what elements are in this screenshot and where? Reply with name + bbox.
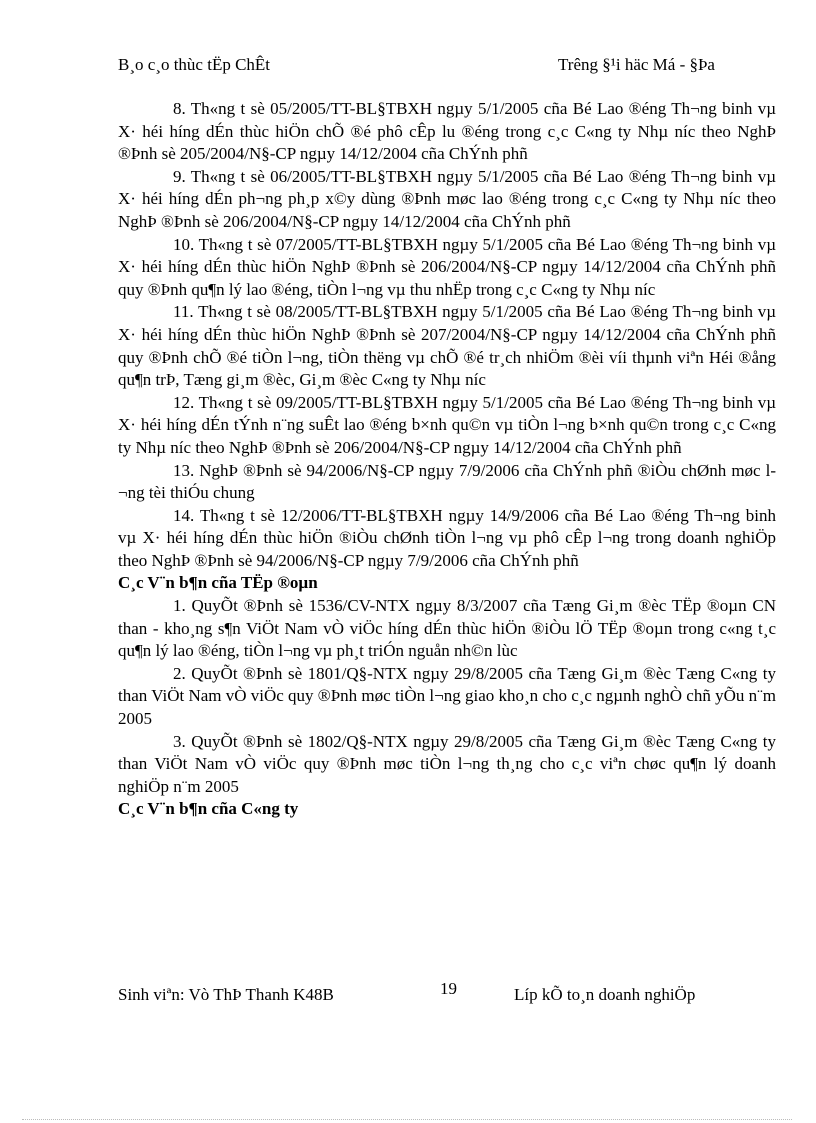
page-body: [118, 98, 776, 821]
header-university-name: Trêng §¹i häc Má - §Þa: [558, 55, 715, 74]
section-heading-group-documents: C¸c V¨n b¶n cña TËp ®oµn: [118, 573, 318, 593]
footer-class-name: Líp kÕ to¸n doanh nghiÖp: [514, 985, 696, 1004]
list-item: 10. Th«ng t sè 07/2005/TT-BL§TBXH ngµy 5/1/2005 cña Bé Lao ®éng Th¬ng binh vµ X· héi híng dÉn thùc hiÖn NghÞ ®Þnh sè 206/2004/N§-CP ngµy 14/12/2004 cña ChÝnh phñ quy ®Þnh qu¶n lý lao ®éng, tiÒn l¬ng vµ thu nhËp trong c¸c C«ng ty Nhµ níc: [118, 234, 776, 299]
list-item: 1. QuyÕt ®Þnh sè 1536/CV-NTX ngµy 8/3/2007 cña Tæng Gi¸m ®èc TËp ®oµn CN than - kho¸ng s¶n ViÖt Nam vÒ viÖc híng dÉn thùc hiÖn ®iÒu lÖ TËp ®oµn trong c«ng t¸c qu¶n lý lao ®éng, tiÒn l¬ng vµ ph¸t triÓn nguån nh©n lùc: [118, 596, 776, 661]
page-bottom-divider: [22, 1119, 792, 1120]
list-item: 12. Th«ng t sè 09/2005/TT-BL§TBXH ngµy 5/1/2005 cña Bé Lao ®éng Th¬ng binh vµ X· héi híng dÉn tÝnh n¨ng suÊt lao ®éng b×nh qu©n vµ tiÒn l¬ng b×nh qu©n trong c¸c C«ng ty Nhµ níc theo NghÞ ®Þnh sè 206/2004/N§-CP ngµy 14/12/2004 cña ChÝnh phñ: [118, 392, 776, 457]
section-heading-company-documents: C¸c V¨n b¶n cña C«ng ty: [118, 799, 299, 819]
list-item: 11. Th«ng t sè 08/2005/TT-BL§TBXH ngµy 5/1/2005 cña Bé Lao ®éng Th¬ng binh vµ X· héi híng dÉn thùc hiÖn NghÞ ®Þnh sè 207/2004/N§-CP ngµy 14/12/2004 cña ChÝnh phñ quy ®Þnh chÕ ®é tiÒn l¬ng, tiÒn thëng vµ chÕ ®é tr¸ch nhiÖm ®èi víi thµnh viªn Héi ®ång qu¶n trÞ, Tæng gi¸m ®èc, Gi¸m ®èc C«ng ty Nhµ níc: [118, 302, 776, 390]
list-item: 13. NghÞ ®Þnh sè 94/2006/N§-CP ngµy 7/9/2006 cña ChÝnh phñ ®iÒu chØnh møc l¬ng tèi thiÓu chung: [118, 460, 776, 503]
list-item: 2. QuyÕt ®Þnh sè 1801/Q§-NTX ngµy 29/8/2005 cña Tæng Gi¸m ®èc Tæng C«ng ty than ViÖt Nam vÒ viÖc quy ®Þnh møc tiÒn l¬ng giao kho¸n cho c¸c ngµnh nghÒ chñ yÕu n¨m 2005: [118, 663, 776, 729]
header-report-title: B¸o c¸o thùc tËp ChÊt: [118, 55, 271, 74]
page-number: 19: [440, 979, 457, 998]
footer-student-name: Sinh viªn: Vò ThÞ Thanh K48B: [118, 985, 334, 1004]
list-item: 8. Th«ng t sè 05/2005/TT-BL§TBXH ngµy 5/1/2005 cña Bé Lao ®éng Th¬ng binh vµ X· héi híng dÉn thùc hiÖn chÕ ®é phô cÊp lu ®éng trong c¸c C«ng ty Nhµ níc theo NghÞ ®Þnh sè 205/2004/N§-CP ngµy 14/12/2004 cña ChÝnh phñ: [118, 99, 776, 164]
list-item: 9. Th«ng t sè 06/2005/TT-BL§TBXH ngµy 5/1/2005 cña Bé Lao ®éng Th¬ng binh vµ X· héi híng dÉn ph¬ng ph¸p x©y dùng ®Þnh møc lao ®éng trong c¸c C«ng ty Nhµ níc theo NghÞ ®Þnh sè 206/2004/N§-CP ngµy 14/12/2004 cña ChÝnh phñ: [118, 166, 776, 231]
list-item: 3. QuyÕt ®Þnh sè 1802/Q§-NTX ngµy 29/8/2005 cña Tæng Gi¸m ®èc Tæng C«ng ty than ViÖt Nam vÒ viÖc quy ®Þnh møc tiÒn l¬ng th¸ng cho c¸c viªn chøc qu¶n lý doanh nghiÖp n¨m 2005: [118, 731, 776, 796]
list-item: 14. Th«ng t sè 12/2006/TT-BL§TBXH ngµy 14/9/2006 cña Bé Lao ®éng Th¬ng binh vµ X· héi híng dÉn thùc hiÖn ®iÒu chØnh tiÒn l¬ng vµ phô cÊp l¬ng trong doanh nghiÖp theo NghÞ ®Þnh sè 94/2006/N§-CP ngµy 7/9/2006 cña ChÝnh phñ: [118, 505, 776, 570]
